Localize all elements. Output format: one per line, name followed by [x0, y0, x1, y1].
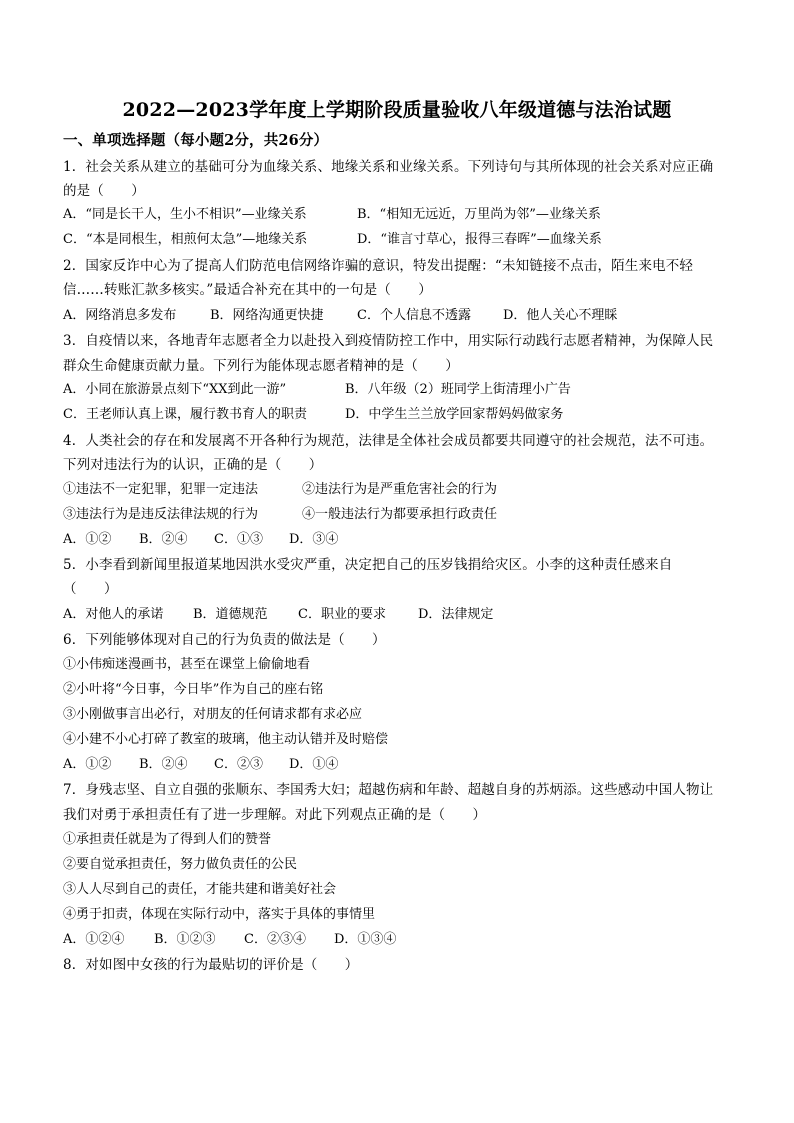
q6-statement-2: ②小叶将“今日事，今日毕”作为自己的座右铭 [63, 682, 324, 697]
q5-option-c: C．职业的要求 [298, 607, 386, 622]
q5-stem-line2: （ ） [63, 581, 118, 597]
q6-statement-4: ④小建不小心打碎了教室的玻璃，他主动认错并及时赔偿 [63, 732, 389, 747]
q6-option-d: D．①④ [289, 757, 339, 772]
q4-option-c: C．①③ [214, 532, 263, 547]
q4-statement-1: ①违法不一定犯罪，犯罪一定违法 [63, 482, 259, 497]
q4-option-b: B．②④ [139, 532, 188, 547]
q7-stem-line2: 我们对勇于承担责任有了进一步理解。对此下列观点正确的是（ ） [63, 807, 487, 823]
q3-stem-line1: 3．自疫情以来，各地青年志愿者全力以赴投入到疫情防控工作中，用实际行动践行志愿者精神，为保障人民 [63, 333, 714, 349]
q5-stem-line1: 5．小李看到新闻里报道某地因洪水受灾严重，决定把自己的压岁钱捐给灾区。小李的这种责任感来自 [63, 557, 673, 573]
q2-option-a: A．网络消息多发布 [63, 308, 177, 323]
q2-stem-line2: 信……转账汇款多核实。”最适合补充在其中的一句是（ ） [63, 282, 432, 298]
q4-option-d: D．③④ [289, 532, 339, 547]
q3-option-d: D．中学生兰兰放学回家帮妈妈做家务 [345, 407, 564, 422]
q7-statement-4: ④勇于扣责，体现在实际行动中，落实于具体的事情里 [63, 907, 376, 922]
section-heading: 一、单项选择题（每小题2分，共26分） [63, 132, 329, 149]
q5-option-d: D．法律规定 [418, 607, 494, 622]
q7-option-a: A．①②④ [63, 932, 125, 947]
q7-statement-1: ①承担责任就是为了得到人们的赞誉 [63, 832, 272, 847]
q6-option-c: C．②③ [214, 757, 263, 772]
q4-option-a: A．①② [63, 532, 112, 547]
q7-option-c: C．②③④ [244, 932, 306, 947]
q2-option-c: C．个人信息不透露 [357, 308, 471, 323]
q7-statement-3: ③人人尽到自己的责任，才能共建和谐美好社会 [63, 882, 337, 897]
q7-option-d: D．①③④ [334, 932, 397, 947]
q3-option-c: C．王老师认真上课，履行教书育人的职责 [63, 407, 307, 422]
q4-statement-2: ②违法行为是严重危害社会的行为 [302, 482, 498, 497]
q6-option-b: B．②④ [139, 757, 188, 772]
q4-statement-4: ④一般违法行为都要承担行政责任 [302, 507, 498, 522]
q6-statement-3: ③小刚做事言出必行，对朋友的任何请求都有求必应 [63, 707, 363, 722]
q7-stem-line1: 7．身残志坚、自立自强的张顺东、李国秀大妇；超越伤病和年龄、超越自身的苏炳添。这些感动中国人物让 [63, 782, 714, 798]
q4-statement-3: ③违法行为是违反法律法规的行为 [63, 507, 259, 522]
q1-option-d: D．“谁言寸草心，报得三春晖”—血缘关系 [357, 232, 602, 247]
q5-option-b: B．道德规范 [193, 607, 268, 622]
q1-option-b: B．“相知无远近，万里尚为邻”—业缘关系 [357, 207, 601, 222]
q5-option-a: A．对他人的承诺 [63, 607, 164, 622]
q4-stem-line2: 下列对违法行为的认识，正确的是（ ） [63, 457, 323, 473]
q1-stem-line1: 1．社会关系从建立的基础可分为血缘关系、地缘关系和业缘关系。下列诗句与其所体现的社会关系对应正确 [63, 159, 714, 175]
q2-stem-line1: 2．国家反诈中心为了提高人们防范电信网络诈骗的意识，特发出提醒：“未知链接不点击，陌生来电不轻 [63, 258, 694, 274]
q6-stem-line1: 6．下列能够体现对自己的行为负责的做法是（ ） [63, 632, 386, 648]
q3-stem-line2: 群众生命健康贡献力量。下列行为能体现志愿者精神的是（ ） [63, 358, 459, 374]
q3-option-b: B．八年级（2）班同学上街清理小广告 [345, 382, 571, 397]
q1-stem-line2: 的是（ ） [63, 183, 145, 199]
q2-option-b: B．网络沟通更快捷 [210, 308, 324, 323]
q7-statement-2: ②要自觉承担责任，努力做负责任的公民 [63, 857, 298, 872]
exam-title: 2022—2023学年度上学期阶段质量验收八年级道德与法治试题 [122, 99, 672, 121]
q3-option-a: A．小同在旅游景点刻下“XX到此一游” [63, 382, 287, 397]
q1-option-a: A．“同是长干人，生小不相识”—业缘关系 [63, 207, 307, 222]
q1-option-c: C．“本是同根生，相煎何太急”—地缘关系 [63, 232, 308, 247]
q6-option-a: A．①② [63, 757, 112, 772]
q2-option-d: D．他人关心不理睬 [503, 308, 618, 323]
q8-stem-line1: 8．对如图中女孩的行为最贴切的评价是（ ） [63, 957, 359, 973]
q6-statement-1: ①小伟痴迷漫画书，甚至在课堂上偷偷地看 [63, 657, 311, 672]
q7-option-b: B．①②③ [154, 932, 216, 947]
q4-stem-line1: 4．人类社会的存在和发展离不开各种行为规范，法律是全体社会成员都要共同遵守的社会规范，法不可违。 [63, 433, 714, 449]
